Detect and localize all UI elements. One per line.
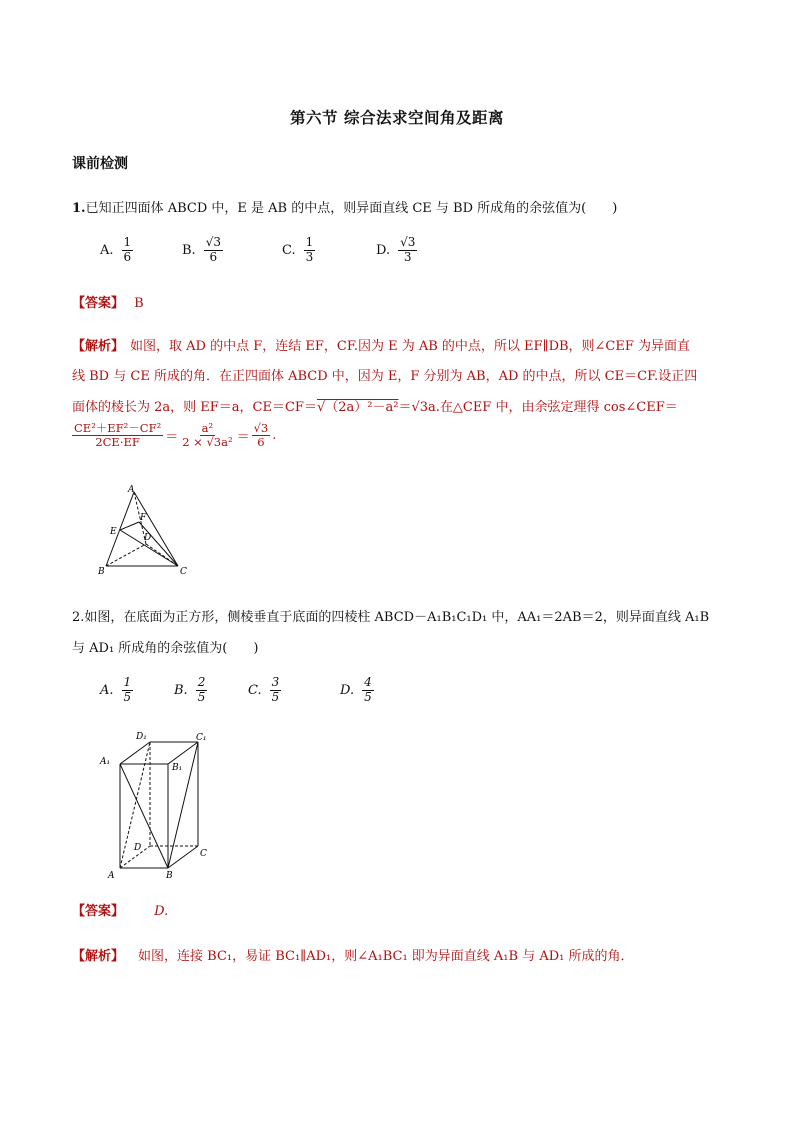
period: . <box>272 428 277 444</box>
frac-den: 2 × √3a² <box>182 435 233 450</box>
answer-value: D. <box>154 904 169 919</box>
label-d: D <box>144 533 152 543</box>
label-a: A <box>128 485 135 495</box>
cos-fraction-3 <box>252 422 271 449</box>
section-heading: 课前检测 <box>72 156 128 172</box>
frac-den: 5 <box>197 689 206 704</box>
page-title: 第六节 综合法求空间角及距离 <box>290 108 504 127</box>
q2-option-b <box>174 676 207 705</box>
label-e: E <box>110 527 117 537</box>
q1-option-a <box>100 236 133 265</box>
frac-num: 4 <box>364 675 372 689</box>
analysis-text: 面体的棱长为 2a，则 EF＝a，CE＝CF＝ <box>72 400 317 415</box>
cos-fraction-1 <box>72 422 163 449</box>
answer-tag: 【答案】 <box>72 296 125 311</box>
q1-option-d <box>376 236 417 265</box>
analysis-tag: 【解析】 <box>72 949 125 964</box>
q2-option-a <box>100 676 133 705</box>
q1-number: 1. <box>72 201 86 216</box>
q1-answer <box>72 292 144 311</box>
option-label: C. <box>248 682 262 698</box>
option-label: B. <box>182 242 196 258</box>
q1-option-c <box>282 236 315 265</box>
option-label: B. <box>174 682 188 698</box>
label-c1: C₁ <box>196 733 207 743</box>
label-a1: A₁ <box>100 757 111 767</box>
q2-option-c <box>248 676 281 705</box>
frac-den: 6 <box>209 249 218 264</box>
q2-analysis <box>72 945 634 964</box>
option-label: D. <box>340 682 355 698</box>
prism-figure <box>94 728 224 884</box>
q2-stem-line2: 与 AD₁ 所成角的余弦值为( ) <box>72 641 259 656</box>
label-c: C <box>200 849 207 859</box>
analysis-text: 如图，取 AD 的中点 F，连结 EF，CF.因为 E 为 AB 的中点，所以 EF∥DB，则∠CEF 为异面直 <box>130 339 691 354</box>
option-label: D. <box>376 242 391 258</box>
option-fraction <box>122 676 134 705</box>
label-f: F <box>140 513 147 523</box>
q1-stem <box>72 197 617 216</box>
q1-analysis-line1 <box>72 335 690 354</box>
frac-den: 3 <box>403 249 412 264</box>
label-d1: D₁ <box>136 732 147 742</box>
answer-value: B <box>134 296 144 311</box>
label-c: C <box>180 567 187 577</box>
frac-num: 3 <box>271 675 280 689</box>
frac-num: 1 <box>305 235 314 249</box>
frac-num: 2 <box>197 675 206 689</box>
q1-option-b <box>182 236 223 265</box>
frac-den: 3 <box>305 249 314 264</box>
frac-den: 5 <box>271 689 280 704</box>
option-fraction <box>196 676 208 705</box>
analysis-tag: 【解析】 <box>72 339 125 354</box>
option-label: A. <box>100 682 114 698</box>
option-fraction <box>122 236 134 265</box>
label-b: B <box>98 567 105 577</box>
label-d: D <box>134 843 142 853</box>
q1-stem-text: 已知正四面体 ABCD 中，E 是 AB 的中点，则异面直线 CE 与 BD 所成角的余弦值为( ) <box>85 201 618 216</box>
frac-den: 6 <box>123 249 132 264</box>
tetrahedron-figure <box>92 482 202 578</box>
option-fraction <box>270 676 282 705</box>
label-a: A <box>108 871 115 881</box>
option-fraction <box>204 236 223 265</box>
q2-answer <box>72 900 168 919</box>
q1-analysis-formula <box>72 422 276 449</box>
frac-num: 1 <box>123 235 132 249</box>
q1-analysis-line2: 线 BD 与 CE 所成的角．在正四面体 ABCD 中，因为 E，F 分别为 AB，AD 的中点，所以 CE＝CF.设正四 <box>72 369 698 384</box>
q2-option-d <box>340 676 374 705</box>
q1-analysis-line3 <box>72 396 678 415</box>
frac-den: 5 <box>364 689 372 704</box>
frac-den: 2CE·EF <box>95 435 140 450</box>
analysis-text: 如图，连接 BC₁，易证 BC₁∥AD₁，则∠A₁BC₁ 即为异面直线 A₁B 与 AD₁ 所成的角． <box>138 949 634 964</box>
radical-expression: √（2a）²－a² <box>316 400 399 415</box>
equals-sign: ＝ <box>165 430 179 446</box>
q2-stem-line1: 2.如图，在底面为正方形，侧棱垂直于底面的四棱柱 ABCD－A₁B₁C₁D₁ 中，AA₁＝2AB＝2，则异面直线 A₁B <box>72 610 710 625</box>
equals-sign: ＝ <box>236 430 250 446</box>
frac-num: √3 <box>400 235 416 249</box>
frac-num: 1 <box>123 675 132 689</box>
frac-num: √3 <box>205 235 221 249</box>
option-fraction <box>362 676 374 705</box>
cos-fraction-2 <box>180 422 234 449</box>
answer-tag: 【答案】 <box>72 904 125 919</box>
analysis-text: ＝√3a.在△CEF 中，由余弦定理得 cos∠CEF＝ <box>398 400 678 415</box>
frac-num: a² <box>201 421 214 435</box>
label-b1: B₁ <box>172 763 183 773</box>
frac-den: 5 <box>123 689 132 704</box>
option-fraction <box>304 236 316 265</box>
label-b: B <box>166 871 173 881</box>
option-fraction <box>398 236 417 265</box>
option-label: A. <box>100 242 114 258</box>
frac-num: √3 <box>253 421 269 435</box>
frac-num: CE²＋EF²－CF² <box>74 421 162 435</box>
frac-den: 6 <box>257 435 265 450</box>
option-label: C. <box>282 242 296 258</box>
